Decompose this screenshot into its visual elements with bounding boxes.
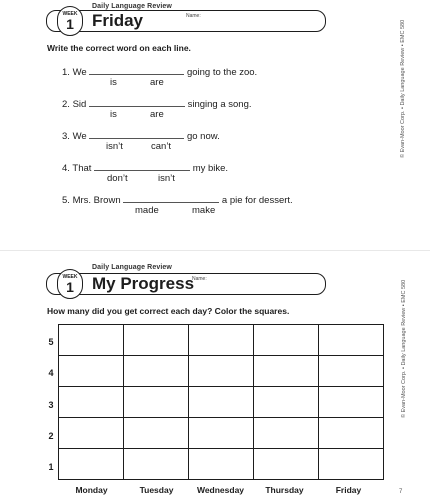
series-label: Daily Language Review [92,3,172,10]
day-label-thursday: Thursday [265,485,304,495]
grid-square[interactable] [254,449,319,480]
grid-square[interactable] [59,449,124,480]
y-label-3: 3 [48,400,54,410]
grid-square[interactable] [59,356,124,387]
grid-square[interactable] [189,418,254,449]
choice: are [150,109,164,120]
question-before: That [72,163,92,174]
week-badge [57,6,83,36]
day-label-tuesday: Tuesday [139,485,174,495]
week-number: 1 [66,16,74,32]
choice: is [110,77,117,88]
question-after: singing a song. [187,99,252,110]
grid-square[interactable] [124,387,189,418]
page-title: My Progress [92,274,195,293]
grid-row-5 [59,325,384,356]
y-label-4: 4 [48,368,54,378]
grid-square[interactable] [254,356,319,387]
week-label: WEEK [62,274,78,280]
choice: made [135,205,159,216]
question-before: We [72,67,87,78]
page-title: Friday [92,11,144,30]
grid-square[interactable] [319,325,384,356]
choice: isn’t [106,141,123,152]
answer-blank[interactable] [123,194,219,203]
answer-blank[interactable] [89,98,185,107]
y-label-1: 1 [48,462,54,472]
day-label-wednesday: Wednesday [196,485,245,495]
copyright-sidebar: © Evan-Moor Corp. • Daily Language Review • EMC 580 [401,279,407,418]
question-number: 2. [62,99,70,110]
grid-square[interactable] [124,449,189,480]
grid-square[interactable] [59,387,124,418]
day-label-friday: Friday [335,485,362,495]
grid-row-3 [59,387,384,418]
page-number: 7 [399,489,403,495]
question-number: 5. [62,195,70,206]
grid-square[interactable] [189,356,254,387]
grid-square[interactable] [124,418,189,449]
question-before: We [72,131,87,142]
choice: don’t [107,173,128,184]
grid-square[interactable] [59,325,124,356]
choice: make [192,205,216,216]
grid-square[interactable] [189,325,254,356]
question-after: going to the zoo. [186,67,258,78]
name-label: Name: [186,13,201,19]
grid-square[interactable] [124,356,189,387]
grid-square[interactable] [254,387,319,418]
page-divider [0,250,430,251]
grid-square[interactable] [319,356,384,387]
grid-square[interactable] [124,325,189,356]
instruction: How many did you get correct each day? Color the squares. [47,306,290,316]
y-label-2: 2 [48,431,54,441]
day-label-monday: Monday [75,485,108,495]
question-number: 3. [62,131,70,142]
week-badge [57,269,83,299]
choice: can’t [151,141,172,152]
week-number: 1 [66,279,74,295]
grid-row-4 [59,356,384,387]
name-label: Name: [192,276,207,282]
grid-square[interactable] [189,387,254,418]
grid-square[interactable] [254,325,319,356]
question-after: my bike. [192,163,229,174]
answer-blank[interactable] [94,162,190,171]
question-4 [62,162,228,174]
y-label-5: 5 [48,337,54,347]
grid-square[interactable] [59,418,124,449]
question-after: go now. [186,131,220,142]
question-number: 4. [62,163,70,174]
question-before: Mrs. Brown [72,195,121,206]
choice: is [110,109,117,120]
week-label: WEEK [62,11,78,17]
copyright-sidebar: © Evan-Moor Corp. • Daily Language Review • EMC 580 [400,19,406,158]
question-before: Sid [72,99,87,110]
choice: isn’t [158,173,175,184]
grid-square[interactable] [189,449,254,480]
answer-blank[interactable] [89,130,184,139]
grid-row-2 [59,418,384,449]
grid-square[interactable] [319,387,384,418]
question-number: 1. [62,67,70,78]
choice: are [150,77,164,88]
grid-square[interactable] [319,449,384,480]
grid-square[interactable] [254,418,319,449]
grid-square[interactable] [319,418,384,449]
question-3 [62,130,220,142]
instruction: Write the correct word on each line. [47,43,191,53]
question-5 [62,194,293,206]
progress-grid [58,324,384,480]
question-after: a pie for dessert. [221,195,293,206]
grid-row-1 [59,449,384,480]
answer-blank[interactable] [89,66,184,75]
series-label: Daily Language Review [92,264,172,271]
